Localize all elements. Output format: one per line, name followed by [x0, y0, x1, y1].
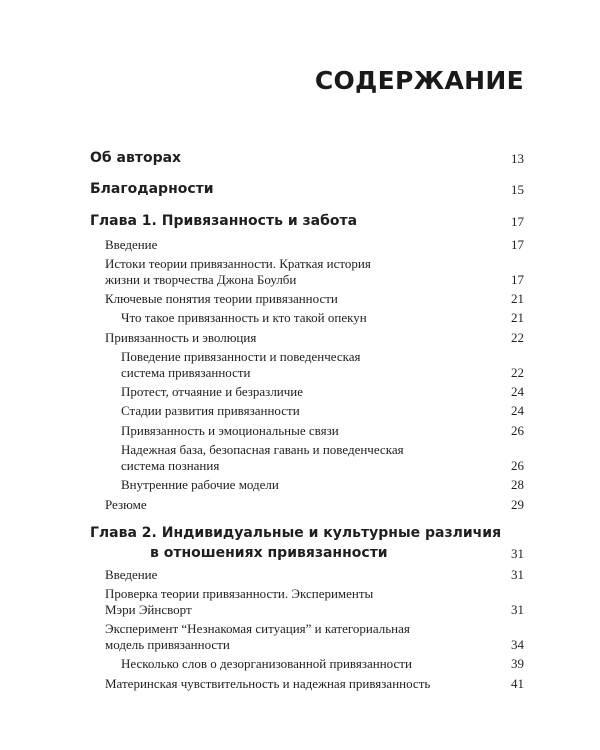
toc-entry-stages[interactable]	[0, 403, 600, 419]
toc-entry-working-models[interactable]	[0, 477, 600, 493]
toc-entry-page: 31	[511, 602, 524, 617]
toc-entry-page: 17	[511, 214, 524, 229]
toc-entry-title: Введение	[105, 237, 158, 252]
toc-entry-acknowledgements[interactable]	[0, 180, 600, 200]
toc-entry-title: Глава 1. Привязанность и забота	[90, 213, 358, 229]
toc-entry-title: Внутренние рабочие модели	[121, 477, 279, 492]
toc-entry-page: 31	[511, 567, 524, 582]
toc-entry-title: Привязанность и эмоциональные связи	[121, 423, 339, 438]
toc-entry-protest[interactable]	[0, 384, 600, 400]
toc-entry-title-line1: Поведение привязанности и поведенческая	[121, 349, 361, 364]
toc-entry-about-authors[interactable]	[0, 149, 600, 169]
page-title: СОДЕРЖАНИЕ	[314, 66, 524, 95]
toc-entry-page: 24	[511, 403, 524, 418]
toc-entry-title: Резюме	[105, 497, 147, 512]
toc-entry-page: 15	[511, 182, 524, 197]
toc-entry-title: Введение	[105, 567, 158, 582]
toc-entry-page: 39	[511, 656, 524, 671]
toc-entry-page: 17	[511, 237, 524, 252]
toc-entry-title-line2: в отношениях привязанности	[150, 545, 388, 561]
toc-entry-title-line1: Эксперимент “Незнакомая ситуация” и категориальная	[105, 621, 410, 636]
toc-entry-title-line1: Проверка теории привязанности. Эксперименты	[105, 586, 374, 601]
toc-entry-strange-situation[interactable]	[0, 621, 600, 653]
toc-entry-maternal-sensitivity[interactable]	[0, 676, 600, 692]
toc-entry-title: Ключевые понятия теории привязанности	[105, 291, 338, 306]
toc-entry-title: Несколько слов о дезорганизованной привязанности	[121, 656, 412, 671]
toc-entry-page: 26	[511, 458, 524, 473]
toc-entry-page: 29	[511, 497, 524, 512]
toc-entry-summary[interactable]	[0, 497, 600, 513]
toc-entry-page: 34	[511, 637, 524, 652]
toc-entry-page: 26	[511, 423, 524, 438]
toc-entry-page: 21	[511, 291, 524, 306]
toc-entry-title: Материнская чувствительность и надежная привязанность	[105, 676, 431, 691]
toc-entry-ainsworth[interactable]	[0, 586, 600, 618]
toc-entry-title: Протест, отчаяние и безразличие	[121, 384, 304, 399]
toc-entry-emotional-bonds[interactable]	[0, 423, 600, 439]
toc-entry-origins[interactable]	[0, 256, 600, 288]
toc-entry-title-line1: Истоки теории привязанности. Краткая история	[105, 256, 371, 271]
toc-entry-key-concepts[interactable]	[0, 291, 600, 307]
toc-entry-title-line2: система познания	[121, 458, 220, 473]
toc-entry-intro[interactable]	[0, 237, 600, 253]
toc-entry-page: 13	[511, 151, 524, 166]
toc-entry-title: Благодарности	[90, 181, 214, 197]
toc-entry-title-line1: Глава 2. Индивидуальные и культурные различия	[90, 525, 502, 541]
toc-entry-disorganized[interactable]	[0, 656, 600, 672]
toc-entry-page: 22	[511, 365, 524, 380]
toc-entry-title-line2: система привязанности	[121, 365, 251, 380]
toc-entry-page: 41	[511, 676, 524, 691]
toc-entry-title: Привязанность и эволюция	[105, 330, 257, 345]
toc-entry-chapter-2[interactable]	[0, 524, 600, 564]
toc-entry-page: 24	[511, 384, 524, 399]
toc-entry-title: Об авторах	[90, 150, 182, 166]
toc-entry-attachment-behavior[interactable]	[0, 349, 600, 381]
toc-entry-title: Стадии развития привязанности	[121, 403, 300, 418]
toc-entry-chapter-1[interactable]	[0, 212, 600, 232]
toc-entry-title-line1: Надежная база, безопасная гавань и поведенческая	[121, 442, 404, 457]
toc-entry-title: Что такое привязанность и кто такой опекун	[121, 310, 367, 325]
toc-entry-page: 31	[511, 546, 524, 561]
toc-entry-title-line2: Мэри Эйнсворт	[105, 602, 192, 617]
toc-entry-intro-ch2[interactable]	[0, 567, 600, 583]
toc-entry-page: 28	[511, 477, 524, 492]
toc-entry-page: 17	[511, 272, 524, 287]
toc-entry-page: 21	[511, 310, 524, 325]
toc-entry-page: 22	[511, 330, 524, 345]
toc-entry-secure-base[interactable]	[0, 442, 600, 474]
toc-entry-title-line2: жизни и творчества Джона Боулби	[105, 272, 297, 287]
toc-entry-what-is-attachment[interactable]	[0, 310, 600, 326]
toc-entry-attachment-evolution[interactable]	[0, 330, 600, 346]
toc-entry-title-line2: модель привязанности	[105, 637, 230, 652]
